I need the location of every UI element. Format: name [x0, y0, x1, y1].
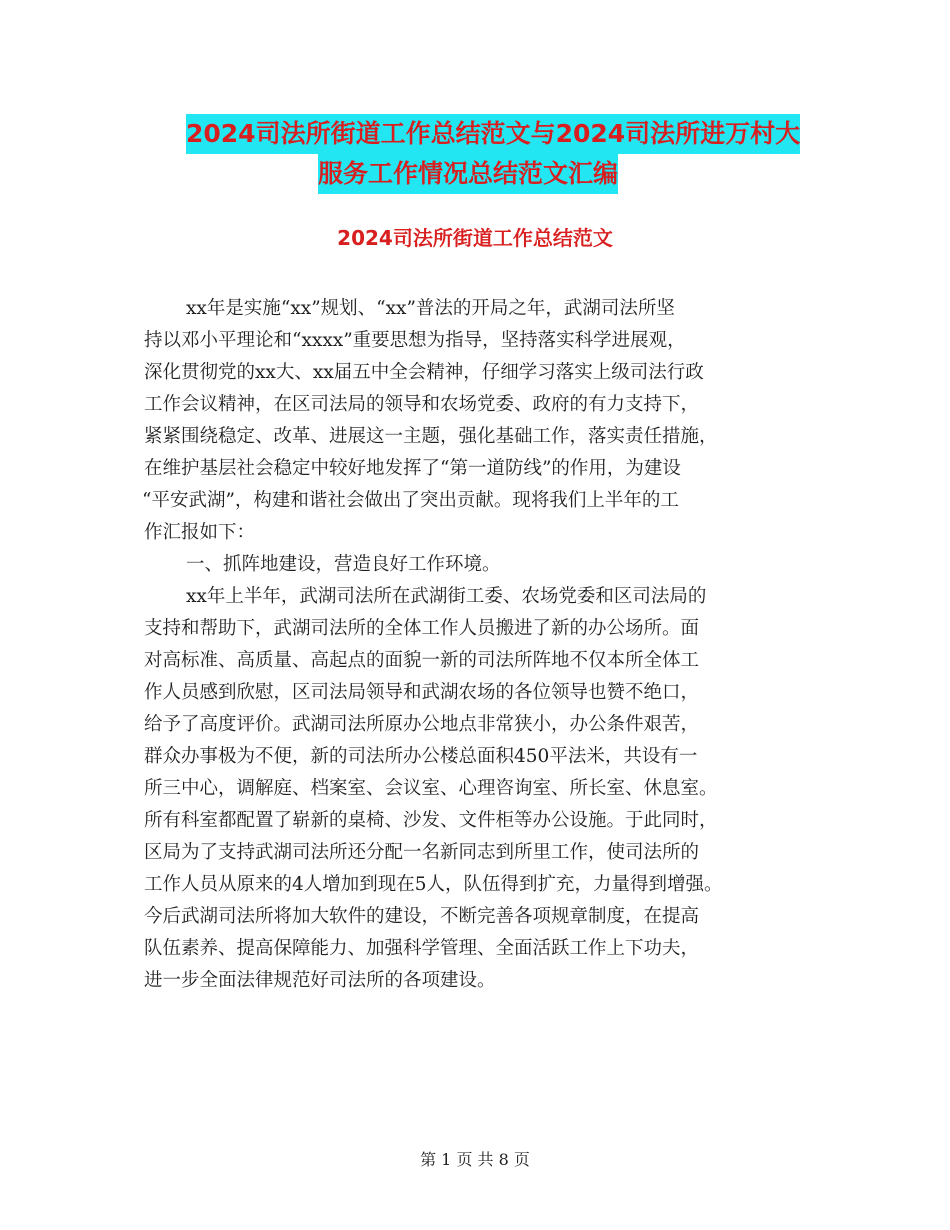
body-line: 作汇报如下：: [144, 522, 256, 543]
body-line: 工作人员从原来的4人增加到现在5人，队伍得到扩充，力量得到增强。: [144, 874, 723, 895]
page-footer: 第 1 页 共 8 页: [420, 1150, 530, 1169]
body-line: 进一步全面法律规范好司法所的各项建设。: [144, 970, 496, 991]
body-line: xx年上半年，武湖司法所在武湖街工委、农场党委和区司法局的: [186, 586, 707, 607]
body-line: 深化贯彻党的xx大、xx届五中全会精神，仔细学习落实上级司法行政: [144, 362, 704, 383]
body-line: 支持和帮助下，武湖司法所的全体工作人员搬进了新的办公场所。面: [144, 618, 700, 639]
body-line: “平安武湖”，构建和谐社会做出了突出贡献。现将我们上半年的工: [142, 490, 679, 511]
body-line: 一、抓阵地建设，营造良好工作环境。: [186, 554, 501, 575]
body-line: 给予了高度评价。武湖司法所原办公地点非常狭小，办公条件艰苦，: [144, 714, 700, 735]
title-line-1: 2024司法所街道工作总结范文与2024司法所进万村大: [186, 114, 800, 154]
body-line: 队伍素养、提高保障能力、加强科学管理、全面活跃工作上下功夫，: [144, 938, 700, 959]
body-line: 所三中心，调解庭、档案室、会议室、心理咨询室、所长室、休息室。: [144, 778, 718, 799]
body-line: 区局为了支持武湖司法所还分配一名新同志到所里工作，使司法所的: [144, 842, 700, 863]
section-heading: 2024司法所街道工作总结范文: [337, 226, 613, 250]
body-line: 工作会议精神，在区司法局的领导和农场党委、政府的有力支持下，: [144, 394, 700, 415]
body-line: 群众办事极为不便，新的司法所办公楼总面积450平法米，共设有一: [144, 746, 698, 767]
body-line: 所有科室都配置了崭新的桌椅、沙发、文件柜等办公设施。于此同时，: [144, 810, 718, 831]
body-line: 作人员感到欣慰，区司法局领导和武湖农场的各位领导也赞不绝口，: [144, 682, 700, 703]
title-line-2: 服务工作情况总结范文汇编: [318, 154, 618, 194]
body-line: 紧紧围绕稳定、改革、进展这一主题，强化基础工作，落实责任措施，: [144, 426, 718, 447]
body-line: 持以邓小平理论和“xxxx”重要思想为指导，坚持落实科学进展观，: [144, 330, 686, 351]
body-line: 在维护基层社会稳定中较好地发挥了“第一道防线”的作用，为建设: [144, 458, 681, 479]
body-line: 今后武湖司法所将加大软件的建设，不断完善各项规章制度，在提高: [144, 906, 700, 927]
body-line: xx年是实施“xx”规划、“xx”普法的开局之年，武湖司法所坚: [186, 298, 675, 319]
body-line: 对高标准、高质量、高起点的面貌一新的司法所阵地不仅本所全体工: [144, 650, 700, 671]
